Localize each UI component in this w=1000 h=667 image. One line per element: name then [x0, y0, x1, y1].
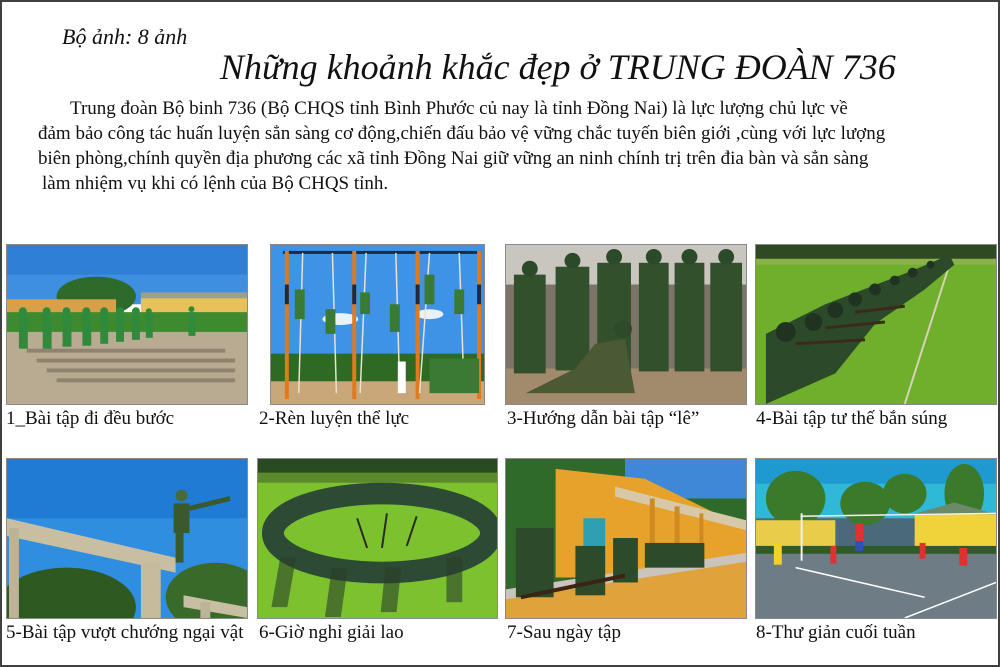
photo-circle-rest[interactable]	[257, 458, 498, 619]
circle-rest-image	[258, 459, 497, 618]
page-title: Những khoảnh khắc đẹp ở TRUNG ĐOÀN 736	[220, 47, 896, 87]
photo-weapon-cleaning[interactable]	[505, 458, 747, 619]
intro-paragraph	[38, 96, 988, 196]
intro-line: biên phòng,chính quyền địa phương các xã tỉnh Đồng Nai giữ vững an ninh chính trị trên đia bàn và sẳn sàng	[38, 148, 869, 169]
photo-marching[interactable]	[6, 244, 248, 405]
photo-caption: 5-Bài tập vượt chướng ngại vật	[6, 622, 244, 643]
photo-caption: 4-Bài tập tư thế bắn súng	[756, 408, 948, 429]
rifle-aiming-image	[756, 245, 996, 404]
photo-rope-climbing[interactable]	[270, 244, 485, 405]
photo-set-count: Bộ ảnh: 8 ảnh	[62, 24, 188, 49]
rope-climbing-image	[271, 245, 484, 404]
volleyball-image	[756, 459, 996, 618]
photo-caption: 8-Thư giản cuối tuần	[756, 622, 916, 643]
photo-volleyball[interactable]	[755, 458, 997, 619]
bayonet-instruction-image	[506, 245, 746, 404]
obstacle-jump-image	[7, 459, 247, 618]
intro-line: đảm bảo công tác huấn luyện sẳn sàng cơ động,chiến đấu bảo vệ vững chắc tuyến biên giới ,cùng với lực lượng	[38, 123, 886, 144]
weapon-cleaning-image	[506, 459, 746, 618]
photo-rifle-aiming[interactable]	[755, 244, 997, 405]
intro-line: Trung đoàn Bộ binh 736 (Bộ CHQS tỉnh Bình Phước củ nay là tỉnh Đồng Nai) là lực lượng chủ lực về	[70, 98, 848, 119]
photo-caption: 7-Sau ngày tập	[507, 622, 621, 643]
photo-caption: 6-Giờ nghỉ giải lao	[259, 622, 404, 643]
photo-caption: 1_Bài tập đi đều bước	[6, 408, 175, 429]
photo-caption: 3-Hướng dẫn bài tập “lê”	[507, 408, 700, 429]
intro-line: làm nhiệm vụ khi có lệnh của Bộ CHQS tỉnh.	[42, 173, 389, 194]
marching-image	[7, 245, 247, 404]
photo-caption: 2-Rèn luyện thể lực	[259, 408, 410, 429]
photo-obstacle-jump[interactable]	[6, 458, 248, 619]
photo-bayonet-instruction[interactable]	[505, 244, 747, 405]
